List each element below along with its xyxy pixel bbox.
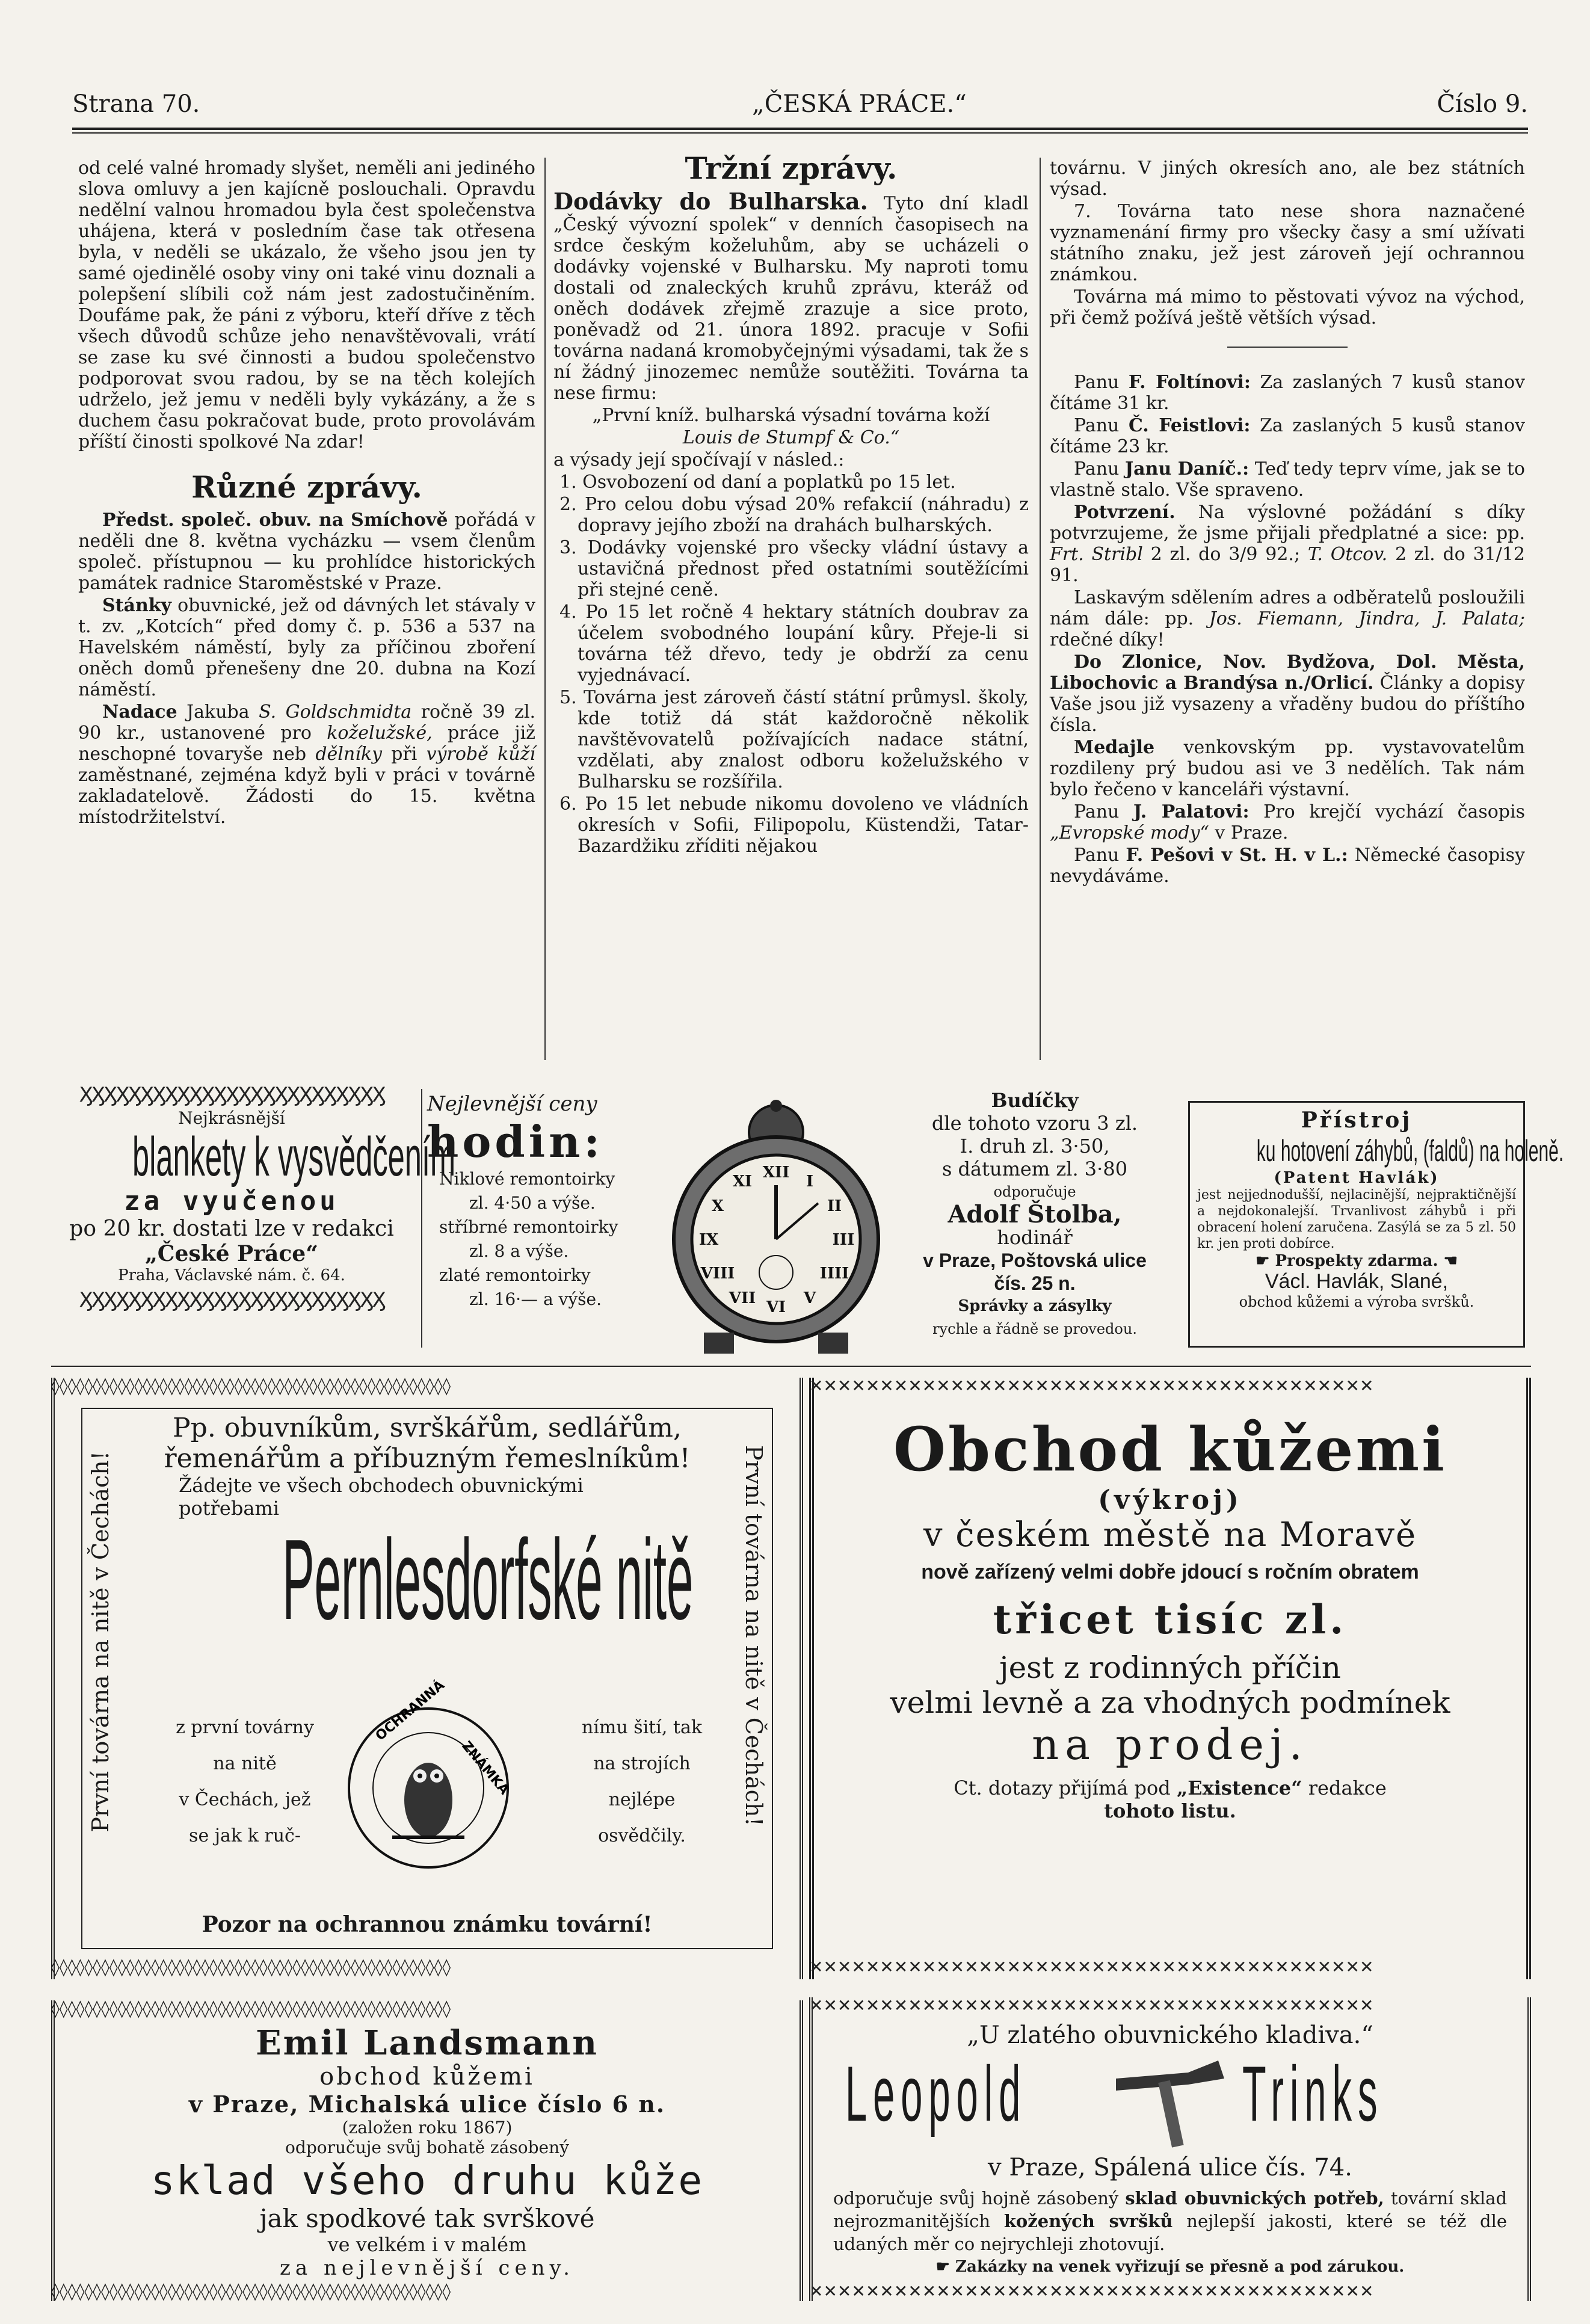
seal-text: OCHRANNÁ bbox=[372, 1677, 448, 1744]
ad-line: v Praze, Spálená ulice čís. 74. bbox=[988, 2154, 1352, 2181]
decorative-border: ◊◊◊◊◊◊◊◊◊◊◊◊◊◊◊◊◊◊◊◊◊◊◊◊◊◊◊◊◊◊◊◊◊◊◊◊◊◊◊◊◊◊◊◊◊◊◊◊ bbox=[51, 1376, 451, 1396]
header-rule bbox=[72, 128, 1528, 130]
clock-numeral: I bbox=[806, 1173, 814, 1191]
firm-name: „První kníž. bulharská výsadní továrna koží bbox=[592, 405, 990, 426]
header-rule-thin bbox=[72, 132, 1528, 134]
list-item: 5. Továrna jest zároveň částí státní průmysl. školy, kde totiž dá stát každoročně několik navštěvovatelů požívajících nadace státní, vzdělati, aby znalost odboru koželužského v Bulharsku se rozšířila. bbox=[559, 687, 1029, 792]
decorative-border: ӼӼӼӼӼӼӼӼӼӼӼӼӼӼӼӼӼӼӼӼӼӼӼӼӼ bbox=[79, 1083, 384, 1107]
decorative-border: ӼӼӼӼӼӼӼӼӼӼӼӼӼӼӼӼӼӼӼӼӼӼӼӼӼ bbox=[79, 1288, 384, 1312]
decorative-border: ◊◊◊◊◊◊◊◊◊◊◊◊◊◊◊◊◊◊◊◊◊◊◊◊◊◊◊◊◊◊◊◊◊◊◊◊◊◊◊◊◊◊◊◊◊◊◊◊ bbox=[51, 2281, 451, 2301]
ad-description: jest nejjednodušší, nejlacinější, nejpraktičnější a nejdokonalejší. Trvanlivost záhybů i při obracení holení zaručena. Zasýlá se za 5 zl. 50 kr. jen proti dobírce. bbox=[1197, 1188, 1516, 1251]
column-right bbox=[1050, 158, 1525, 888]
ad-column-left: z první továrny na nitě v Čechách, jež se jak k ruč- bbox=[176, 1717, 314, 1846]
decorative-border bbox=[809, 1997, 825, 2301]
vertical-slogan: První továrna na nitě v Čechách! bbox=[87, 1451, 114, 1832]
ad-line: „U zlatého obuvnického kladiva.“ bbox=[967, 2021, 1373, 2049]
divider bbox=[1227, 347, 1348, 348]
ad-certificates bbox=[51, 1083, 456, 1342]
ad-line: „České Práce“ bbox=[145, 1241, 318, 1266]
pointing-hand-icon: ☛ bbox=[935, 2258, 950, 2276]
column-divider bbox=[544, 158, 546, 1060]
ad-line: (Patent Havlák) bbox=[1274, 1169, 1440, 1187]
ad-divider bbox=[421, 1089, 422, 1348]
ad-description: odporučuje svůj hojně zásobený sklad obuvnických potřeb, tovární sklad nejrozmanitějších kožených svršků nejlepší jakosti, které se též dle udaných měr co nejrychleji zhotovují. ☛ Zakázky na venek vyřizují se přesně a pod zárukou. bbox=[833, 2188, 1508, 2276]
reply-note: Panu Janu Daníč.: Teď tedy teprv víme, jak se to vlastně stalo. Vše spraveno. bbox=[1050, 458, 1525, 501]
pointing-hand-icon: ☛ bbox=[1256, 1252, 1270, 1270]
page-number: Strana 70. bbox=[72, 90, 200, 118]
ad-fold-device bbox=[1188, 1101, 1564, 1348]
list-item: 4. Po 15 let ročně 4 hektary státních doubrav za účelem svobodného loupání kůry. Přeje-li si továrna též dřevo, tedy je obdrží za cenu vyjednávací. bbox=[559, 602, 1029, 686]
ad-line: Praha, Václavské nám. č. 64. bbox=[118, 1266, 345, 1284]
decorative-border bbox=[51, 2000, 67, 2301]
ad-headline: Leopold bbox=[845, 2050, 1027, 2138]
column-left bbox=[78, 158, 535, 829]
ad-line: řemenářům a příbuzným řemeslníkům! bbox=[164, 1443, 691, 1474]
reply-note: Laskavým sdělením adres a odběratelů posloužili nám dále: pp. Jos. Fiemann, Jindra, J. Palata; rdečné díky! bbox=[1050, 587, 1525, 650]
notice: továrnu. V jiných okresích ano, ale bez státních výsad. bbox=[1050, 158, 1525, 200]
ad-line: za vyučenou bbox=[124, 1186, 339, 1216]
ad-line: obchod kůžemi a výroba svršků. bbox=[1239, 1293, 1474, 1310]
owl-trademark-seal bbox=[344, 1677, 513, 1872]
decorative-border: ◊◊◊◊◊◊◊◊◊◊◊◊◊◊◊◊◊◊◊◊◊◊◊◊◊◊◊◊◊◊◊◊◊◊◊◊◊◊◊◊◊◊◊◊◊◊◊◊ bbox=[51, 1957, 451, 1977]
hammer-icon bbox=[1104, 2054, 1236, 2151]
clock-numeral: II bbox=[827, 1197, 842, 1215]
pointing-hand-icon: ☚ bbox=[1443, 1252, 1458, 1270]
reply-note: Panu Č. Feistlovi: Za zaslaných 5 kusů stanov čítáme 23 kr. bbox=[1050, 415, 1525, 457]
owl-icon bbox=[404, 1763, 452, 1837]
clock-numeral: IIII bbox=[819, 1265, 849, 1283]
notice: Továrna má mimo to pěstovati vývoz na východ, při čemž požívá ještě větších výsad. bbox=[1050, 286, 1525, 328]
ad-threads-inner bbox=[81, 1408, 773, 1949]
decorative-border: ✕✕✕✕✕✕✕✕✕✕✕✕✕✕✕✕✕✕✕✕✕✕✕✕✕✕✕✕✕✕✕✕✕✕✕✕✕✕✕✕ bbox=[809, 1996, 1374, 2015]
ad-alarm-clocks: Budíčky dle tohoto vzoru 3 zl. I. druh zl. 3·50, s dátumem zl. 3·80 odporučuje Adolf Štolba, hodinář v Praze, Poštovská ulice čís. 25 n. Správky a zásylky rychle a řádně se provedou. bbox=[923, 1089, 1147, 1337]
notice: 7. Továrna tato nese shora naznačené vyznamenání firmy pro všecky časy a smí užívati státního znaku, jež jest zároveň její ochrannou známkou. bbox=[1050, 201, 1525, 285]
decorative-border bbox=[1515, 1997, 1531, 2301]
ad-row-rule bbox=[51, 1366, 1531, 1367]
clock-numeral: V bbox=[803, 1289, 816, 1307]
reply-note: Medajle venkovským pp. vystavovatelům rozdileny prý budou asi ve 3 nedělích. Tak nám bylo řečeno v kanceláři výstavní. bbox=[1050, 737, 1525, 800]
ad-line: po 20 kr. dostati lze v redakci bbox=[69, 1216, 394, 1241]
reply-note: Panu J. Palatovi: Pro krejčí vychází časopis „Evropské mody“ v Praze. bbox=[1050, 801, 1525, 843]
clock-numeral: X bbox=[711, 1197, 724, 1215]
news-item: Stánky obuvnické, jež od dávných let stávaly v t. zv. „Kotcích“ před domy č. p. 536 a 537 na Havelském náměstí, byly za příčinou zboření oněch domů přenešeny dne 20. dubna na Kozí náměstí. bbox=[78, 595, 535, 700]
clock-numeral: VIII bbox=[700, 1265, 735, 1283]
decorative-border bbox=[1511, 1378, 1531, 1979]
ad-line: Václ. Havlák, Slané, bbox=[1265, 1270, 1449, 1293]
ad-watches bbox=[427, 1092, 668, 1345]
ad-line: Nejlevnější ceny bbox=[427, 1092, 597, 1116]
decorative-border: ◊◊◊◊◊◊◊◊◊◊◊◊◊◊◊◊◊◊◊◊◊◊◊◊◊◊◊◊◊◊◊◊◊◊◊◊◊◊◊◊◊◊◊◊◊◊◊◊ bbox=[51, 1999, 451, 2018]
reply-note: Panu F. Foltínovi: Za zaslaných 7 kusů stanov čítáme 31 kr. bbox=[1050, 372, 1525, 414]
alarm-clock-illustration bbox=[656, 1095, 896, 1360]
issue-number: Číslo 9. bbox=[1437, 90, 1528, 118]
ad-headline: blankety k vysvědčením bbox=[132, 1126, 456, 1188]
column-divider bbox=[1040, 158, 1041, 1060]
column-middle bbox=[553, 150, 1029, 858]
decorative-border bbox=[809, 1378, 830, 1979]
ad-line: Nejkrásnější bbox=[178, 1108, 285, 1128]
reply-note: Do Zlonice, Nov. Bydžova, Dol. Města, Libochovic a Brandýsa n./Orlicí. Články a dopisy Vaše jsou již vysazeny a vřaděny budou do příštího čísla. bbox=[1050, 652, 1525, 736]
ad-line: Pozor na ochrannou známku tovární! bbox=[202, 1912, 653, 1937]
clock-numeral: VI bbox=[766, 1298, 786, 1316]
news-item: Předst. společ. obuv. na Smíchově pořádá v neděli dne 8. května vycházku — vsem členům společ. přístupnou — ku prohlídce historických památek radnice Staroměstské v Praze. bbox=[78, 510, 535, 594]
list-item: 3. Dodávky vojenské pro všecky vládní ústavy a ustavičná přednost před ostatními soutěžícími při stejné ceně. bbox=[559, 537, 1029, 600]
journal-title: „ČESKÁ PRÁCE.“ bbox=[752, 90, 967, 118]
ad-line: Přístroj bbox=[1301, 1108, 1413, 1133]
list-item: 1. Osvobození od daní a poplatků po 15 let. bbox=[559, 472, 956, 493]
ad-line: ☛ Prospekty zdarma. ☚ bbox=[1256, 1252, 1458, 1270]
section-title-news: Různé zprávy. bbox=[191, 469, 422, 505]
ad-headline: ku hotovení záhybů, (faldů) na holeně. bbox=[1256, 1134, 1564, 1168]
vertical-slogan: První továrna na nitě v Čechách! bbox=[741, 1445, 767, 1826]
ad-leather-shop-sale bbox=[809, 1378, 1531, 1979]
clock-numeral: XI bbox=[732, 1173, 753, 1191]
ad-headline: Pernlesdorfské nitě bbox=[282, 1516, 694, 1644]
list-item: 2. Pro celou dobu výsad 20% refakcií (náhradu) z dopravy jejího zboží na drahách bulharských. bbox=[559, 494, 1029, 536]
ad-line: Pp. obuvníkům, svrškářům, sedlářům, bbox=[173, 1413, 682, 1443]
firm-name-2: Louis de Stumpf & Co.“ bbox=[682, 427, 900, 448]
decorative-border bbox=[781, 1378, 803, 1979]
list-item: 6. Po 15 let nebude nikomu dovoleno ve vládních okresích v Sofii, Filipopolu, Küstendži, Tatar-Bazardžiku zříditi nějakou bbox=[559, 794, 1029, 857]
ad-landsmann bbox=[51, 2000, 803, 2301]
column-left-paragraph: od celé valné hromady slyšet, neměli ani jediného slova omluvy a jen kajícně poslouchali. Opravdu nedělní valnou hromadou byla čest společenstva uhájena, která v posledním čase tak otřesena byla, v neděli se ukázalo, že všeho jsou jen ty samé ojedinělé osoby viny oni také vinu doznali a polepšení slíbili což nám jest zadostučiněním. Doufáme pak, že páni z výboru, kteří dříve z těch všech důvodů schůze jeho nenavštěvovali, vrátí se zase ku své činnosti a budou společenstvo podporovat svou radou, by se na těch kolejích udrželo, jež jemu v neděli byly vykázány, a že s duchem času pokračovat bude, proto provolávám příští činosti spolkové Na zdar! bbox=[78, 158, 535, 452]
page-header bbox=[72, 90, 1528, 124]
news-item: Nadace Jakuba S. Goldschmidta ročně 39 zl. 90 kr., ustanovené pro koželužské, práce již neschopné tovaryše neb dělníky při výrobě kůží zaměstnané, zejména když byli v práci v továrně zakladatelově. Žádosti do 15. května místodržitelství. bbox=[78, 701, 535, 828]
decorative-border: ✕✕✕✕✕✕✕✕✕✕✕✕✕✕✕✕✕✕✕✕✕✕✕✕✕✕✕✕✕✕✕✕✕✕✕✕✕✕✕✕ bbox=[809, 2281, 1374, 2301]
ad-headline: hodin: bbox=[427, 1116, 603, 1167]
clock-numeral: III bbox=[832, 1231, 855, 1249]
reply-note: Potvrzení. Na výslovné požádání s díky potvrzujeme, že jsme přijali předplatné a sice: pp. Frt. Stribl 2 zl. do 3/9 92.; T. Otcov. 2 zl. do 31/12 91. bbox=[1050, 502, 1525, 586]
ad-leather-shop-content: Obchod kůžemi (výkroj) v českém městě na Moravě nově zařízený velmi dobře jdoucí s ročním obratem třicet tisíc zl. jest z rodinných příčin velmi levně a za vhodných podmínek na prodej. Ct. dotazy přijímá pod „Existence“ redakce tohoto listu. bbox=[890, 1414, 1450, 1822]
clock-numeral: VII bbox=[729, 1289, 756, 1307]
ad-line: Žádejte ve všech obchodech obuvnickými potřebami bbox=[179, 1474, 584, 1520]
decorative-border bbox=[51, 1378, 73, 1979]
ad-trinks bbox=[809, 1997, 1531, 2301]
ad-landsmann-content: Emil Landsmann obchod kůžemi v Praze, Michalská ulice číslo 6 n. (založen roku 1867) odporučuje svůj bohatě zásobený sklad všeho druhu kůže jak spodkové tak svrškové ve velkém i v malém za nejlevnější ceny. bbox=[150, 2023, 704, 2280]
seal-text: ZNÁMKA bbox=[458, 1738, 512, 1798]
clock-numeral: XII bbox=[762, 1164, 790, 1182]
ad-column-right: nímu šití, tak na strojích nejlépe osvědčily. bbox=[581, 1717, 703, 1846]
reply-note: Panu F. Pešovi v St. H. v L.: Německé časopisy nevydáváme. bbox=[1050, 845, 1525, 887]
decorative-border bbox=[787, 2000, 803, 2301]
ad-price-list: Niklové remontoirky zl. 4·50 a výše. stříbrné remontoirky zl. 8 a výše. zlaté remontoirky zl. 16·— a výše. bbox=[439, 1169, 618, 1309]
ad-headline: Trinks bbox=[1242, 2050, 1384, 2138]
section-title-market: Tržní zprávy. bbox=[685, 150, 898, 186]
decorative-border: ✕✕✕✕✕✕✕✕✕✕✕✕✕✕✕✕✕✕✕✕✕✕✕✕✕✕✕✕✕✕✕✕✕✕✕✕✕✕✕✕ bbox=[809, 1376, 1374, 1396]
market-paragraph: a výsady její spočívají v násled.: bbox=[553, 449, 845, 470]
decorative-border: ✕✕✕✕✕✕✕✕✕✕✕✕✕✕✕✕✕✕✕✕✕✕✕✕✕✕✕✕✕✕✕✕✕✕✕✕✕✕✕✕ bbox=[809, 1957, 1374, 1977]
ad-threads bbox=[51, 1378, 803, 1979]
market-paragraph: Dodávky do Bulharska. Tyto dní kladl „Český vývozní spolek“ v denních časopisech na srdce českým koželuhům, aby se ucházeli o dodávky vojenské v Bulharsku. My naproti tomu dostali od znaleckých kruhů zprávu, kteráž od oněch dodávek zřejmě zrazuje a sice proto, poněvadž od 21. února 1892. pracuje v Sofii továrna nadaná kromobyčejnými výsadami, tak že s ní žádný jinozemec nemůže soutěžiti. Továrna ta nese firmu: bbox=[553, 188, 1029, 404]
clock-numeral: IX bbox=[698, 1231, 719, 1249]
